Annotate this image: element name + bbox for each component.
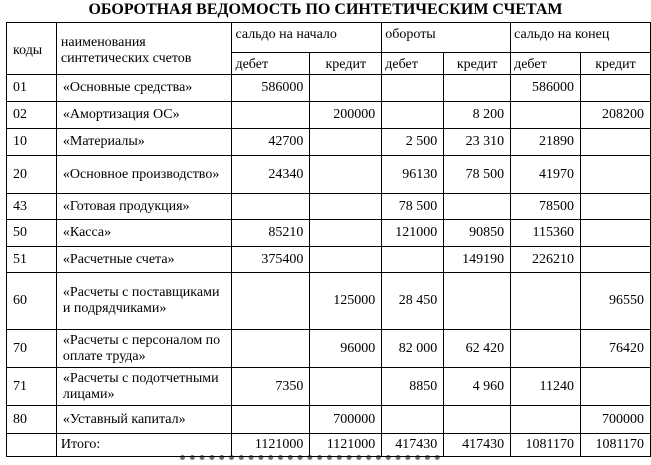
- table-row: [7, 156, 651, 194]
- table-row: [7, 102, 651, 129]
- account-code-cell: 02: [7, 102, 57, 129]
- opening-debit-cell: [232, 330, 310, 368]
- account-name-cell: «Расчетные счета»: [56, 247, 232, 273]
- turnover-table: [6, 22, 651, 457]
- opening-credit-cell: 200000: [310, 102, 382, 129]
- opening-debit-cell: [232, 102, 310, 129]
- turnover-credit-cell: [444, 273, 511, 330]
- turnover-debit-cell: 8850: [382, 368, 444, 406]
- table-row: [7, 247, 651, 273]
- closing-debit-cell: [511, 406, 581, 434]
- opening-debit-cell: [232, 406, 310, 434]
- closing-credit-cell: [581, 129, 651, 156]
- opening-credit-cell: [310, 129, 382, 156]
- closing-debit-cell: [511, 330, 581, 368]
- account-name-cell: «Расчеты с поставщиками и подрядчиками»: [56, 273, 232, 330]
- turnover-debit-cell: 121000: [382, 220, 444, 247]
- table-row: [7, 406, 651, 434]
- account-code-cell: [7, 434, 57, 457]
- account-code-cell: 43: [7, 194, 57, 220]
- table-row: [7, 368, 651, 406]
- turnover-credit-cell: 90850: [444, 220, 511, 247]
- account-name-cell: «Уставный капитал»: [56, 406, 232, 434]
- turnover-credit-cell: 417430: [444, 434, 511, 457]
- account-name-cell: «Материалы»: [56, 129, 232, 156]
- turnover-debit-cell: [382, 406, 444, 434]
- closing-credit-cell: 76420: [581, 330, 651, 368]
- account-name-cell: «Расчеты с подотчетными лицами»: [56, 368, 232, 406]
- closing-credit-cell: [581, 247, 651, 273]
- turnover-credit-cell: 4 960: [444, 368, 511, 406]
- account-code-cell: 70: [7, 330, 57, 368]
- opening-debit-cell: 7350: [232, 368, 310, 406]
- header-turnover-credit: кредит: [444, 53, 511, 75]
- opening-credit-cell: 1121000: [310, 434, 382, 457]
- closing-debit-cell: 21890: [511, 129, 581, 156]
- table-row: [7, 75, 651, 102]
- opening-credit-cell: 125000: [310, 273, 382, 330]
- turnover-debit-cell: 82 000: [382, 330, 444, 368]
- turnover-credit-cell: 8 200: [444, 102, 511, 129]
- closing-credit-cell: [581, 194, 651, 220]
- closing-credit-cell: [581, 156, 651, 194]
- opening-debit-cell: 375400: [232, 247, 310, 273]
- header-closing-debit: дебет: [511, 53, 581, 75]
- closing-debit-cell: 41970: [511, 156, 581, 194]
- closing-credit-cell: 700000: [581, 406, 651, 434]
- turnover-credit-cell: 149190: [444, 247, 511, 273]
- turnover-debit-cell: 417430: [382, 434, 444, 457]
- opening-debit-cell: [232, 273, 310, 330]
- opening-debit-cell: 85210: [232, 220, 310, 247]
- turnover-debit-cell: 96130: [382, 156, 444, 194]
- turnover-debit-cell: 78 500: [382, 194, 444, 220]
- closing-credit-cell: 208200: [581, 102, 651, 129]
- opening-credit-cell: 700000: [310, 406, 382, 434]
- turnover-credit-cell: [444, 194, 511, 220]
- account-code-cell: 20: [7, 156, 57, 194]
- account-code-cell: 51: [7, 247, 57, 273]
- closing-debit-cell: 115360: [511, 220, 581, 247]
- opening-debit-cell: 42700: [232, 129, 310, 156]
- closing-debit-cell: [511, 102, 581, 129]
- header-opening-debit: дебет: [232, 53, 310, 75]
- closing-credit-cell: 1081170: [581, 434, 651, 457]
- turnover-credit-cell: 62 420: [444, 330, 511, 368]
- table-row: [7, 220, 651, 247]
- closing-debit-cell: 11240: [511, 368, 581, 406]
- header-codes: коды: [7, 23, 57, 75]
- account-code-cell: 80: [7, 406, 57, 434]
- opening-debit-cell: 1121000: [232, 434, 310, 457]
- opening-credit-cell: [310, 156, 382, 194]
- closing-credit-cell: 96550: [581, 273, 651, 330]
- turnover-debit-cell: 28 450: [382, 273, 444, 330]
- account-code-cell: 60: [7, 273, 57, 330]
- table-row: [7, 330, 651, 368]
- opening-credit-cell: [310, 247, 382, 273]
- turnover-credit-cell: [444, 75, 511, 102]
- opening-credit-cell: [310, 220, 382, 247]
- account-name-cell: «Расчеты с персоналом по оплате труда»: [56, 330, 232, 368]
- account-code-cell: 71: [7, 368, 57, 406]
- opening-credit-cell: [310, 194, 382, 220]
- header-turnover-debit: дебет: [382, 53, 444, 75]
- header-closing-credit: кредит: [581, 53, 651, 75]
- opening-credit-cell: [310, 368, 382, 406]
- account-code-cell: 50: [7, 220, 57, 247]
- account-name-cell: «Амортизация ОС»: [56, 102, 232, 129]
- turnover-credit-cell: 23 310: [444, 129, 511, 156]
- turnover-debit-cell: 2 500: [382, 129, 444, 156]
- closing-credit-cell: [581, 368, 651, 406]
- table-row: [7, 194, 651, 220]
- account-name-cell: «Основные средства»: [56, 75, 232, 102]
- header-opening-credit: кредит: [310, 53, 382, 75]
- table-row: [7, 273, 651, 330]
- account-name-cell: «Касса»: [56, 220, 232, 247]
- closing-credit-cell: [581, 220, 651, 247]
- table-row: [7, 434, 651, 457]
- account-code-cell: 10: [7, 129, 57, 156]
- table-row: [7, 129, 651, 156]
- turnover-credit-cell: [444, 406, 511, 434]
- cut-off-next-line: [180, 455, 440, 465]
- opening-credit-cell: 96000: [310, 330, 382, 368]
- document-title: ОБОРОТНАЯ ВЕДОМОСТЬ ПО СИНТЕТИЧЕСКИМ СЧЕТАМ: [88, 1, 563, 18]
- opening-credit-cell: [310, 75, 382, 102]
- closing-debit-cell: 586000: [511, 75, 581, 102]
- opening-debit-cell: 586000: [232, 75, 310, 102]
- turnover-debit-cell: [382, 102, 444, 129]
- closing-debit-cell: 1081170: [511, 434, 581, 457]
- header-names: наименования синтетических счетов: [56, 23, 232, 75]
- header-opening-balance: сальдо на начало: [232, 23, 382, 53]
- header-turnover: обороты: [382, 23, 511, 53]
- closing-credit-cell: [581, 75, 651, 102]
- account-name-cell: Итого:: [56, 434, 232, 457]
- opening-debit-cell: [232, 194, 310, 220]
- turnover-credit-cell: 78 500: [444, 156, 511, 194]
- turnover-debit-cell: [382, 75, 444, 102]
- closing-debit-cell: [511, 273, 581, 330]
- header-closing-balance: сальдо на конец: [511, 23, 651, 53]
- account-name-cell: «Основное производство»: [56, 156, 232, 194]
- closing-debit-cell: 78500: [511, 194, 581, 220]
- opening-debit-cell: 24340: [232, 156, 310, 194]
- turnover-debit-cell: [382, 247, 444, 273]
- account-name-cell: «Готовая продукция»: [56, 194, 232, 220]
- closing-debit-cell: 226210: [511, 247, 581, 273]
- account-code-cell: 01: [7, 75, 57, 102]
